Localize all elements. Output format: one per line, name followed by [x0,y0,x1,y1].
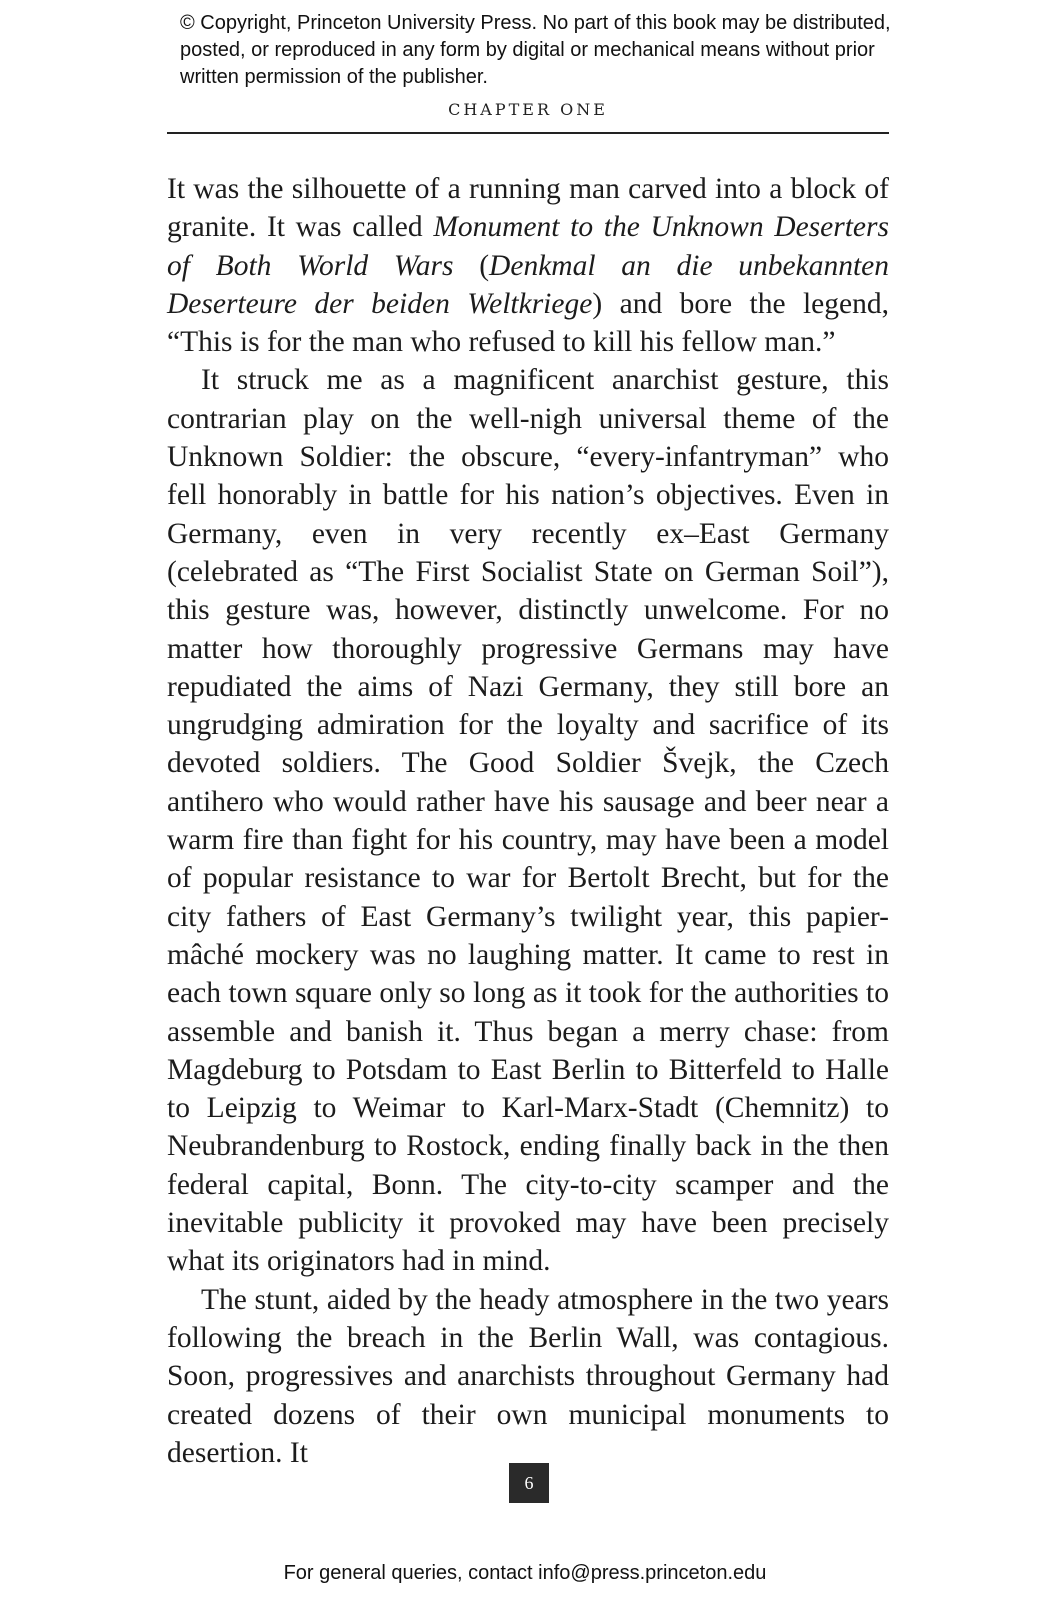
paragraph-1-text-a: It was the silhouette of a running man carved into a block of granite. It was called [167,173,889,244]
paragraph-2: It struck me as a magnificent anarchist gesture, this contrarian play on the well-nigh universal theme of the Unknown Soldier: the obscure, “every-infantryman” who fell honorably in battle for his nation’s objectives. Even in Germany, even in very recently ex–East Germany (celebrated as “The First Socialist State on German Soil”), this gesture was, however, distinctly unwelcome. For no matter how thoroughly progressive Germans may have repudiated the aims of Nazi Germany, they still bore an ungrudging admiration for the loyalty and sacrifice of its devoted soldiers. The Good Soldier Švejk, the Czech antihero who would rather have his sausage and beer near a warm fire than fight for his country, may have been a model of popular resistance to war for Bertolt Brecht, but for the city fathers of East Germany’s twilight year, this papier-mâché mockery was no laughing matter. It came to rest in each town square only so long as it took for the authorities to assemble and banish it. Thus began a merry chase: from Magdeburg to Potsdam to East Berlin to Bitterfeld to Halle to Leipzig to Weimar to Karl-Marx-Stadt (Chemnitz) to Neubrandenburg to Rostock, ending finally back in the then federal capital, Bonn. The city-to-city scamper and the inevitable publicity it provoked may have been precisely what its originators had in mind. [167,364,889,1278]
monument-title-english: Monument to the Unknown Deserters of Both World Wars [167,211,889,282]
main-text [167,170,889,1472]
paragraph-1-text-b: ( [453,249,490,282]
chapter-heading: CHAPTER ONE [448,100,608,119]
header-rule [167,132,889,134]
monument-title-german: Denkmal an die unbekannten Deserteure der beiden Weltkriege [167,249,890,320]
copyright-notice: © Copyright, Princeton University Press. No part of this book may be distributed, posted, or reproduced in any form by digital or mechanical means without prior written permission of the publisher. [180,12,891,88]
paragraph-3: The stunt, aided by the heady atmosphere in the two years following the breach in the Berlin Wall, was contagious. Soon, progressives and anarchists throughout Germany had created dozens of their own municipal monuments to desertion. It [167,1283,889,1469]
page-number-badge: 6 [509,1463,549,1503]
footer-contact: For general queries, contact info@press.princeton.edu [283,1562,767,1584]
paragraph-1 [167,170,889,361]
paragraph-1-text-c: ) and bore the legend, “This is for the man who refused to kill his fellow man.” [167,287,889,359]
